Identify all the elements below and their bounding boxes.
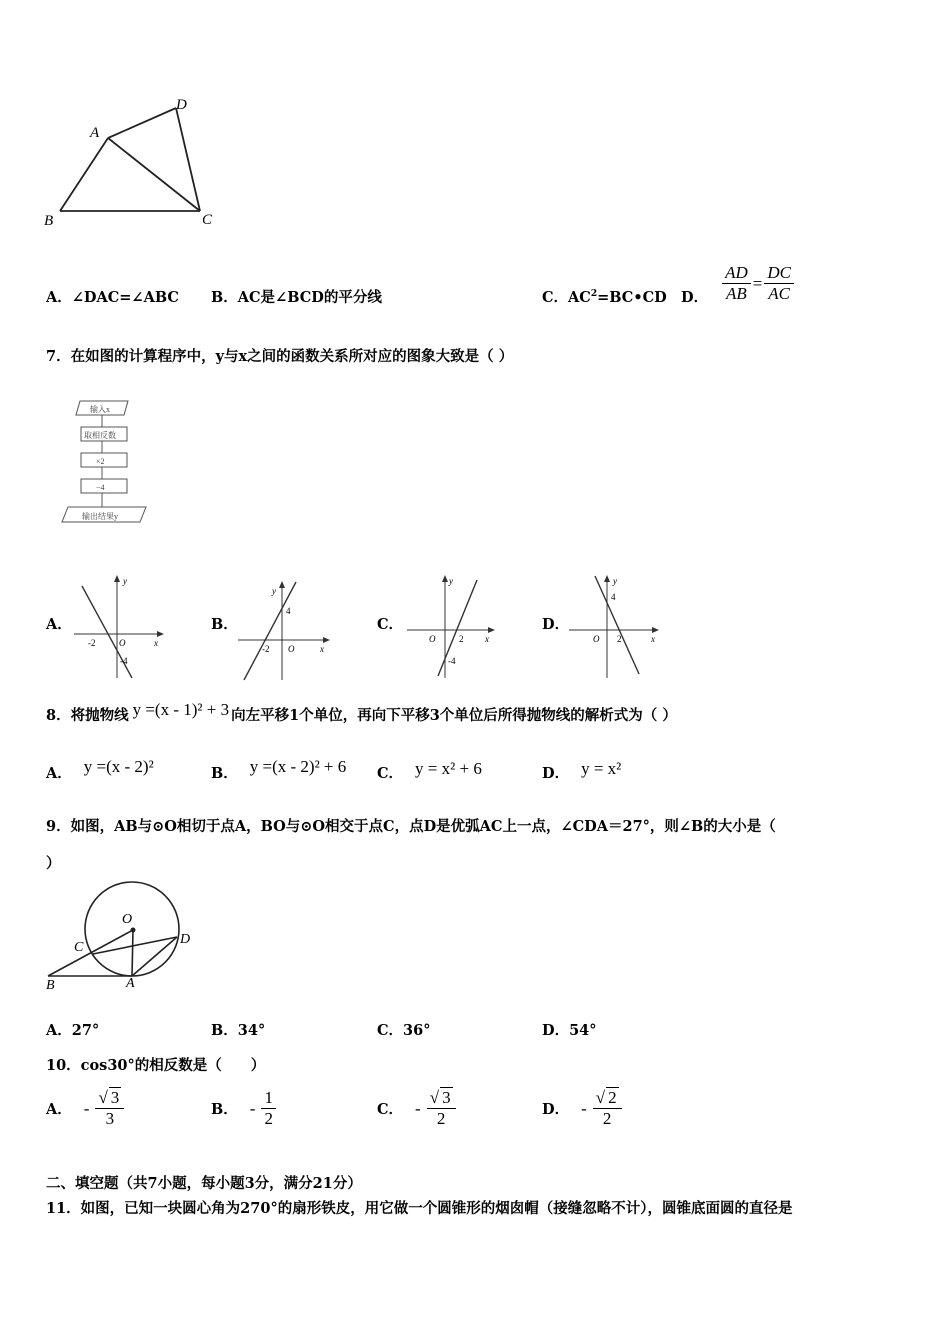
svg-text:y: y [613, 576, 617, 586]
q8-formula: y =(x - 1)² + 3 [132, 699, 230, 719]
svg-text:D: D [180, 932, 191, 947]
svg-text:y: y [272, 586, 276, 596]
q7-option-a-label: A． [46, 616, 72, 633]
label-c: C [202, 212, 213, 228]
svg-text:O: O [122, 912, 133, 927]
q6-option-a: A．∠DAC=∠ABC [46, 289, 179, 306]
svg-text:x: x [154, 638, 158, 648]
q9-option-d: D．54° [542, 1022, 597, 1039]
svg-text:输出结果y: 输出结果y [82, 512, 118, 521]
svg-text:−4: −4 [96, 483, 105, 492]
q7-graph-a [72, 572, 167, 680]
q8-option-d: D． y = x² [542, 759, 622, 782]
fraction-dc-ac: $\frac{DC}{AC}$ [764, 263, 794, 304]
q10-option-b: B． - $\frac{1}{2}$ [211, 1088, 276, 1129]
svg-text:y: y [123, 576, 127, 586]
q6-option-c: C．$AC^2=BC•CD$ [542, 289, 667, 306]
segment-ad [108, 108, 176, 138]
q6-option-b: B．AC是∠BCD的平分线 [211, 289, 382, 306]
label-a: A [90, 125, 100, 141]
svg-text:4: 4 [611, 592, 616, 602]
q6-figure [40, 95, 230, 235]
q7-graph-d [567, 572, 667, 680]
q7-graph-c [405, 572, 500, 680]
svg-text:B: B [46, 978, 55, 993]
q9-option-c: C．36° [377, 1022, 431, 1039]
q10-text: 10．cos30°的相反数是（ ） [46, 1057, 266, 1074]
q10-option-c: C． - $\frac{√ 3}{2}$ [377, 1088, 456, 1129]
q8-option-c: C． y = x² + 6 [377, 759, 482, 782]
svg-text:-2: -2 [262, 644, 270, 654]
q7-option-b-label: B． [211, 616, 238, 633]
q9-option-a: A．27° [46, 1022, 100, 1039]
label-b: B [44, 213, 54, 229]
svg-text:O: O [429, 634, 436, 644]
svg-text:C: C [74, 940, 84, 955]
svg-text:-4: -4 [120, 656, 128, 666]
svg-text:O: O [593, 634, 600, 644]
q7-text: 7．在如图的计算程序中，y与x之间的函数关系所对应的图象大致是（ ） [46, 348, 514, 365]
svg-text:y: y [449, 576, 453, 586]
fraction-ad-ab: $\frac{AD}{AB}$ [722, 263, 751, 304]
q8-option-b: B． y =(x - 2)² + 6 [211, 757, 347, 782]
q9-text-line2: ） [46, 855, 61, 872]
q7-graph-b [236, 578, 336, 683]
svg-text:-4: -4 [448, 656, 456, 666]
q9-figure [40, 875, 210, 995]
svg-text:×2: ×2 [96, 457, 105, 466]
q10-option-d: D． - $\frac{√ 2}{2}$ [542, 1088, 622, 1129]
q10-option-a: A． - $\frac{√ 3}{3}$ [46, 1088, 124, 1129]
svg-text:x: x [485, 634, 489, 644]
segment-ab [60, 138, 108, 211]
svg-text:2: 2 [459, 634, 464, 644]
svg-text:O: O [119, 638, 126, 648]
q8-option-a: A． y =(x - 2)² [46, 757, 154, 782]
svg-text:取相反数: 取相反数 [84, 431, 116, 440]
svg-text:x: x [651, 634, 655, 644]
q7-option-c-label: C． [377, 616, 404, 633]
q9-text-line1: 9．如图，AB与⊙O相切于点A，BO与⊙O相交于点C，点D是优弧AC上一点，∠CDA＝27°，则∠B的大小是（ [46, 818, 776, 835]
q6-option-d: D． $\frac{AD}{AB}$ = $\frac{DC}{AC}$ [681, 260, 794, 307]
q11-text: 11．如图，已知一块圆心角为270°的扇形铁皮，用它做一个圆锥形的烟囱帽（接缝忽略不计），圆锥底面圆的直径是 [46, 1200, 793, 1217]
svg-text:4: 4 [286, 606, 291, 616]
svg-text:O: O [288, 644, 295, 654]
svg-text:-2: -2 [88, 638, 96, 648]
svg-text:2: 2 [617, 634, 622, 644]
q7-flowchart [60, 395, 155, 530]
q7-option-d-label: D． [542, 616, 570, 633]
svg-text:A: A [126, 976, 135, 991]
q8-text: 8．将抛物线 y =(x - 1)² + 3 向左平移1个单位，再向下平移3个单位后所得抛物线的解析式为（ ） [46, 699, 677, 724]
svg-text:输入x: 输入x [90, 405, 110, 414]
label-d: D [176, 97, 187, 113]
q9-option-b: B．34° [211, 1022, 266, 1039]
svg-text:x: x [320, 644, 324, 654]
section-2-heading: 二、填空题（共7小题，每小题3分，满分21分） [46, 1175, 362, 1192]
